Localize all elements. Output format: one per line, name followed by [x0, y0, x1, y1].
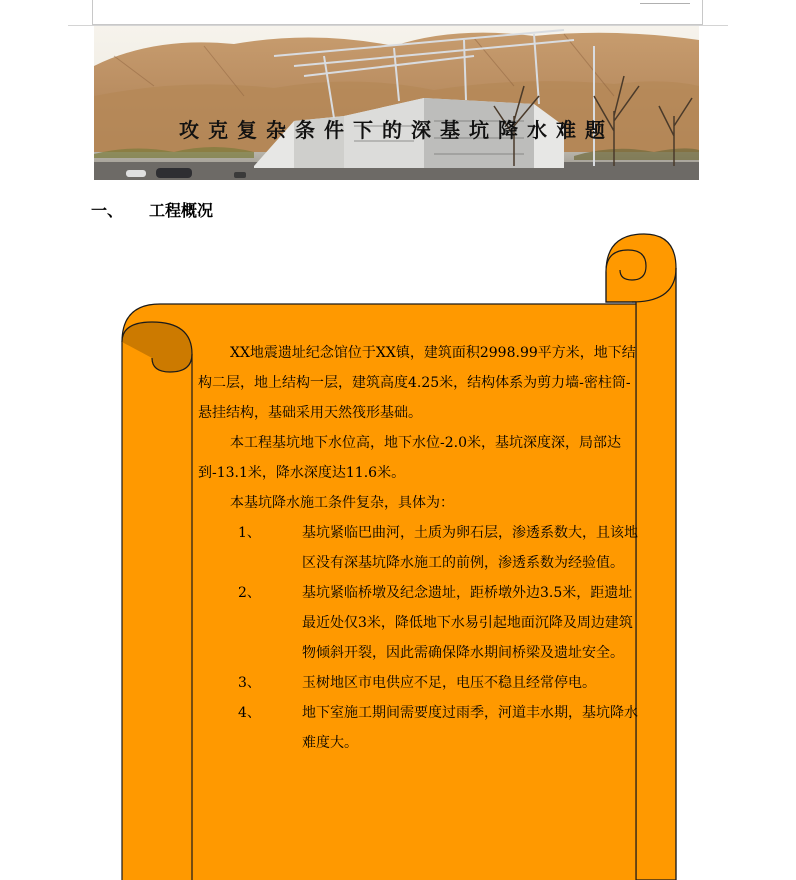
paragraph-overview: XX地震遗址纪念馆位于XX镇，建筑面积2998.99平方米，地下结构二层，地上结构一层，建筑高度4.25米，结构体系为剪力墙-密柱筒-悬挂结构，基础采用天然筏形基础。 [198, 345, 636, 421]
scroll-content [198, 338, 638, 758]
list-item-text: 基坑紧临桥墩及纪念遗址，距桥墩外边3.5米，距遗址最近处仅3米，降低地下水易引起地面沉降及周边建筑物倾斜开裂，因此需确保降水期间桥梁及遗址安全。 [302, 585, 633, 661]
list-item-text: 基坑紧临巴曲河，土质为卵石层，渗透系数大，且该地区没有深基坑降水施工的前例，渗透系数为经验值。 [302, 525, 638, 571]
list-item [198, 668, 638, 698]
list-item [198, 578, 638, 668]
list-item-number: 2、 [238, 585, 261, 601]
list-item-text: 玉树地区市电供应不足，电压不稳且经常停电。 [302, 675, 596, 691]
list-item [198, 518, 638, 578]
list-item-number: 1、 [238, 525, 261, 541]
banner-title: 攻克复杂条件下的深基坑降水难题 [179, 118, 614, 142]
paragraph-water-level: 本工程基坑地下水位高，地下水位-2.0米，基坑深度深，局部达到-13.1米，降水深度达11.6米。 [198, 435, 621, 481]
list-item [198, 698, 638, 758]
section-number: 一、 [91, 201, 124, 220]
section-title: 工程概况 [149, 201, 214, 220]
paragraph-conditions: 本基坑降水施工条件复杂，具体为： [230, 495, 454, 511]
list-item-number: 4、 [238, 705, 261, 721]
list-item-text: 地下室施工期间需要度过雨季，河道丰水期，基坑降水难度大。 [302, 705, 638, 751]
list-item-number: 3、 [238, 675, 261, 691]
